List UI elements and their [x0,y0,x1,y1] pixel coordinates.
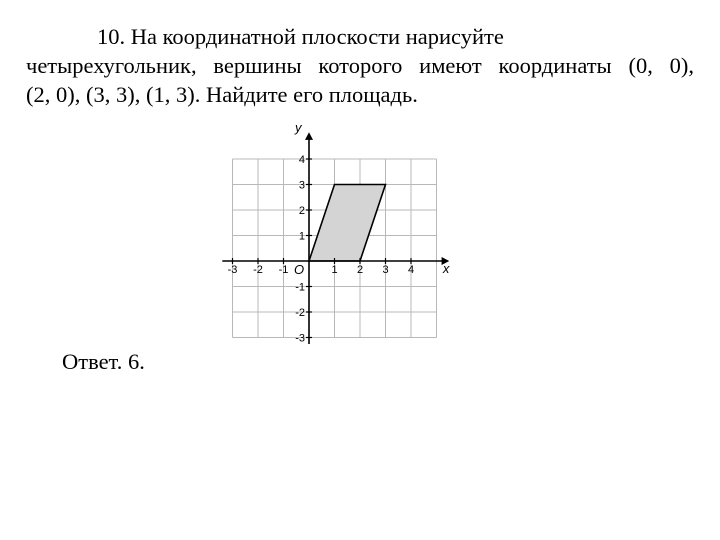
problem-number: 10. [97,24,126,49]
x-tick-label: -1 [278,264,289,276]
y-tick-label: 3 [298,179,305,192]
y-tick-label: 1 [298,230,305,243]
y-tick-label: -3 [295,332,305,344]
coordinate-plane [214,122,454,344]
quadrilateral [309,185,386,262]
x-axis-label: x [442,261,450,276]
x-tick-label: 2 [356,264,364,276]
problem-line-1-text: На координатной плоскости нарисуйте [130,24,504,49]
problem-line-1 [26,22,694,51]
y-tick-label: -1 [295,281,305,294]
y-tick-label: -2 [295,307,305,319]
y-axis-label: y [295,122,302,136]
origin-label: O [294,262,305,277]
x-tick-label: -2 [253,264,263,276]
y-tick-label: 4 [298,154,305,166]
x-tick-label: 3 [382,264,389,276]
y-axis-arrow [305,132,313,140]
problem-line-2: четырехугольник, вершины которого имеют координаты (0, 0), [26,53,694,78]
y-tick-label: 2 [298,205,305,217]
problem-line-3: (2, 0), (3, 3), (1, 3). Найдите его площадь. [26,82,418,107]
answer-text: Ответ. 6. [62,349,145,374]
problem-text [26,22,694,109]
x-tick-label: 1 [331,264,338,276]
x-tick-label: 4 [407,264,415,276]
x-tick-label: -3 [227,264,238,276]
